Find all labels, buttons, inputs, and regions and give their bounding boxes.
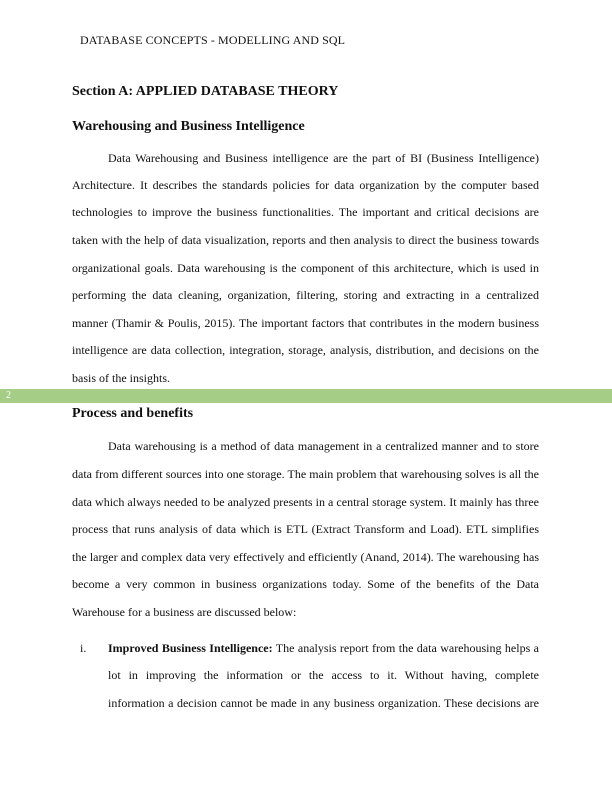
- list-marker: i.: [80, 641, 87, 655]
- page-number: 2: [6, 390, 11, 401]
- paragraph-line: manner (Thamir & Poulis, 2015). The important factors that contributes in the modern business: [72, 316, 539, 330]
- paragraph-line: Warehouse for a business are discussed below:: [72, 605, 297, 619]
- running-header: DATABASE CONCEPTS - MODELLING AND SQL: [80, 33, 346, 47]
- paragraph-line: data from different sources into one storage. The main problem that warehousing solves is all the: [72, 467, 539, 481]
- paragraph-line: intelligence are data collection, integration, storage, analysis, distribution, and decisions on the: [72, 343, 539, 357]
- paragraph-line: data which always needed to be analyzed presents in a central storage system. It mainly has three: [72, 495, 539, 509]
- paragraph-line: organizational goals. Data warehousing is the component of this architecture, which is used in: [72, 261, 539, 275]
- paragraph-line: Data Warehousing and Business intelligence are the part of BI (Business Intelligence): [108, 151, 539, 165]
- list-item-first-line: [108, 640, 539, 656]
- process-heading: Process and benefits: [72, 406, 194, 421]
- section-a-heading: Section A: APPLIED DATABASE THEORY: [72, 84, 339, 99]
- list-item-line: lot in improving the information or the access to it. Without having, complete: [108, 668, 539, 682]
- paragraph-line: technologies to improve the business functionalities. The important and critical decisions are: [72, 205, 539, 219]
- paragraph-line: Data warehousing is a method of data management in a centralized manner and to store: [108, 439, 539, 453]
- list-item-term: Improved Business Intelligence:: [108, 641, 273, 655]
- warehousing-heading: Warehousing and Business Intelligence: [72, 119, 305, 134]
- paragraph-line: process that runs analysis of data which is ETL (Extract Transform and Load). ETL simplifies: [72, 522, 539, 536]
- paragraph-line: performing the data cleaning, organization, filtering, storing and extracting in a centralized: [72, 288, 539, 302]
- paragraph-line: the larger and complex data very effectively and efficiently (Anand, 2014). The warehousing has: [72, 550, 539, 564]
- paragraph-line: Architecture. It describes the standards policies for data organization by the computer based: [72, 178, 539, 192]
- page-break-band: [0, 389, 612, 403]
- paragraph-line: taken with the help of data visualization, reports and then analysis to direct the business towards: [72, 233, 539, 247]
- paragraph-line: basis of the insights.: [72, 371, 170, 385]
- list-item-line: information a decision cannot be made in any business organization. These decisions are: [108, 696, 539, 710]
- list-item-text: The analysis report from the data warehousing helps a: [272, 641, 539, 655]
- paragraph-line: become a very common in business organizations today. Some of the benefits of the Data: [72, 577, 539, 591]
